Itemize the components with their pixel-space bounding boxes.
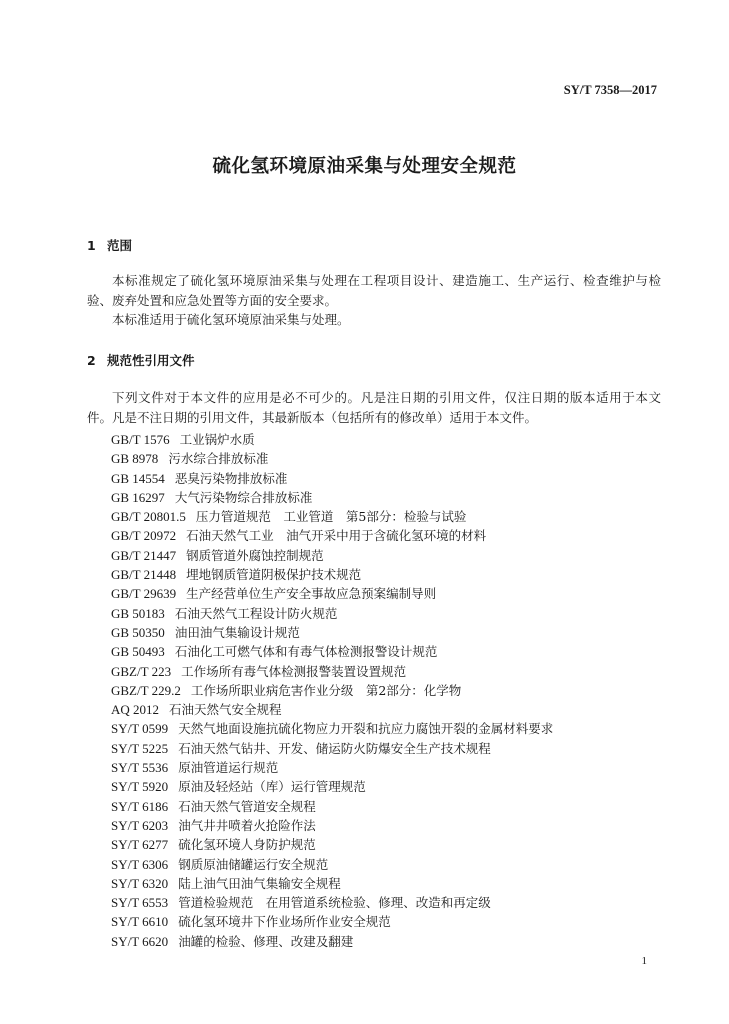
reference-item <box>111 700 553 719</box>
reference-title: 工作场所职业病危害作业分级 第2部分：化学物 <box>190 682 462 698</box>
reference-item <box>111 739 553 758</box>
reference-title: 钢质管道外腐蚀控制规范 <box>186 547 324 563</box>
reference-item <box>111 604 553 623</box>
reference-code: SY/T 6277 <box>111 837 169 853</box>
scope-paragraph-1: 本标准规定了硫化氢环境原油采集与处理在工程项目设计、建造施工、生产运行、检查维护与检验、废弃处置和应急处置等方面的安全要求。 <box>87 273 661 308</box>
page-number: 1 <box>641 955 647 967</box>
reference-code: GB 50350 <box>111 624 165 640</box>
reference-code: GB 16297 <box>111 489 165 505</box>
standard-number: SY/T 7358—2017 <box>563 83 657 97</box>
reference-item <box>111 816 553 835</box>
reference-item <box>111 488 553 507</box>
section-title: 范围 <box>107 238 133 253</box>
reference-title: 石油化工可燃气体和有毒气体检测报警设计规范 <box>174 644 438 660</box>
reference-code: GB 8978 <box>111 451 159 467</box>
reference-title: 污水综合排放标准 <box>168 451 269 467</box>
reference-title: 压力管道规范 工业管道 第5部分：检验与试验 <box>195 509 467 525</box>
reference-title: 工业锅炉水质 <box>179 432 255 447</box>
reference-item <box>111 797 553 816</box>
section-heading-scope <box>87 236 132 254</box>
reference-title: 石油天然气工业 油气开采中用于含硫化氢环境的材料 <box>186 528 487 544</box>
reference-code: GB/T 20801.5 <box>111 509 186 525</box>
reference-item <box>111 855 553 874</box>
reference-title: 恶臭污染物排放标准 <box>174 470 288 486</box>
reference-title: 石油天然气钻井、开发、储运防火防爆安全生产技术规程 <box>178 740 491 756</box>
reference-item <box>111 758 553 777</box>
reference-title: 埋地钢质管道阴极保护技术规范 <box>186 567 362 583</box>
reference-item <box>111 893 553 912</box>
reference-title: 钢质原油储罐运行安全规范 <box>178 856 329 872</box>
reference-item <box>111 932 553 951</box>
reference-title: 石油天然气管道安全规程 <box>178 798 316 814</box>
reference-code: GB/T 21448 <box>111 567 177 583</box>
document-title: 硫化氢环境原油采集与处理安全规范 <box>212 156 517 177</box>
reference-code: SY/T 5536 <box>111 760 169 776</box>
reference-code: SY/T 6620 <box>111 933 169 949</box>
reference-code: SY/T 5225 <box>111 740 169 756</box>
reference-title: 陆上油气田油气集输安全规程 <box>178 875 341 891</box>
reference-title: 原油及轻烃站（库）运行管理规范 <box>178 779 366 795</box>
reference-list <box>111 430 553 951</box>
reference-title: 油罐的检验、修理、改建及翻建 <box>178 933 354 949</box>
reference-code: SY/T 6320 <box>111 875 169 891</box>
reference-code: AQ 2012 <box>111 702 160 718</box>
reference-title: 工作场所有毒气体检测报警装置设置规范 <box>181 663 407 679</box>
scope-paragraph-2: 本标准适用于硫化氢环境原油采集与处理。 <box>112 312 350 327</box>
reference-code: GB/T 20972 <box>111 528 177 544</box>
reference-code: GB/T 21447 <box>111 547 177 563</box>
reference-item <box>111 912 553 931</box>
reference-item <box>111 835 553 854</box>
reference-item <box>111 546 553 565</box>
section-number: 1 <box>87 238 96 253</box>
reference-item <box>111 642 553 661</box>
section-heading-normative-references <box>87 351 195 369</box>
reference-code: GB/T 29639 <box>111 586 177 602</box>
reference-item <box>111 526 553 545</box>
reference-item <box>111 874 553 893</box>
reference-item <box>111 623 553 642</box>
reference-item <box>111 662 553 681</box>
reference-item <box>111 777 553 796</box>
reference-code: SY/T 6306 <box>111 856 169 872</box>
reference-title: 管道检验规范 在用管道系统检验、修理、改造和再定级 <box>178 895 491 911</box>
reference-code: SY/T 6203 <box>111 817 169 833</box>
reference-item <box>111 449 553 468</box>
reference-code: SY/T 6553 <box>111 895 169 911</box>
reference-code: SY/T 0599 <box>111 721 169 737</box>
reference-code: GB 50493 <box>111 644 165 660</box>
reference-item <box>111 430 553 449</box>
reference-item <box>111 507 553 526</box>
reference-title: 天然气地面设施抗硫化物应力开裂和抗应力腐蚀开裂的金属材料要求 <box>178 721 554 737</box>
reference-title: 石油天然气安全规程 <box>169 702 282 718</box>
reference-code: SY/T 5920 <box>111 779 169 795</box>
reference-item <box>111 584 553 603</box>
reference-code: GBZ/T 229.2 <box>111 682 181 698</box>
section-title: 规范性引用文件 <box>107 353 195 368</box>
reference-code: GB 50183 <box>111 605 165 621</box>
reference-title: 原油管道运行规范 <box>178 760 279 776</box>
reference-title: 石油天然气工程设计防火规范 <box>174 605 338 621</box>
reference-code: GB/T 1576 <box>111 432 170 447</box>
reference-title: 硫化氢环境井下作业场所作业安全规范 <box>178 914 391 930</box>
reference-title: 大气污染物综合排放标准 <box>174 489 313 505</box>
reference-title: 油气井井喷着火抢险作法 <box>178 817 316 833</box>
references-intro-paragraph: 下列文件对于本文件的应用是必不可少的。凡是注日期的引用文件，仅注日期的版本适用于本文件。凡是不注日期的引用文件，其最新版本（包括所有的修改单）适用于本文件。 <box>87 390 661 425</box>
reference-code: GB 14554 <box>111 470 165 486</box>
reference-title: 硫化氢环境人身防护规范 <box>178 837 316 853</box>
reference-item <box>111 469 553 488</box>
section-number: 2 <box>87 353 96 368</box>
reference-item <box>111 719 553 738</box>
reference-title: 生产经营单位生产安全事故应急预案编制导则 <box>186 586 437 602</box>
reference-code: SY/T 6610 <box>111 914 169 930</box>
reference-code: GBZ/T 223 <box>111 663 172 679</box>
reference-title: 油田油气集输设计规范 <box>174 624 300 640</box>
reference-item <box>111 681 553 700</box>
reference-item <box>111 565 553 584</box>
reference-code: SY/T 6186 <box>111 798 169 814</box>
